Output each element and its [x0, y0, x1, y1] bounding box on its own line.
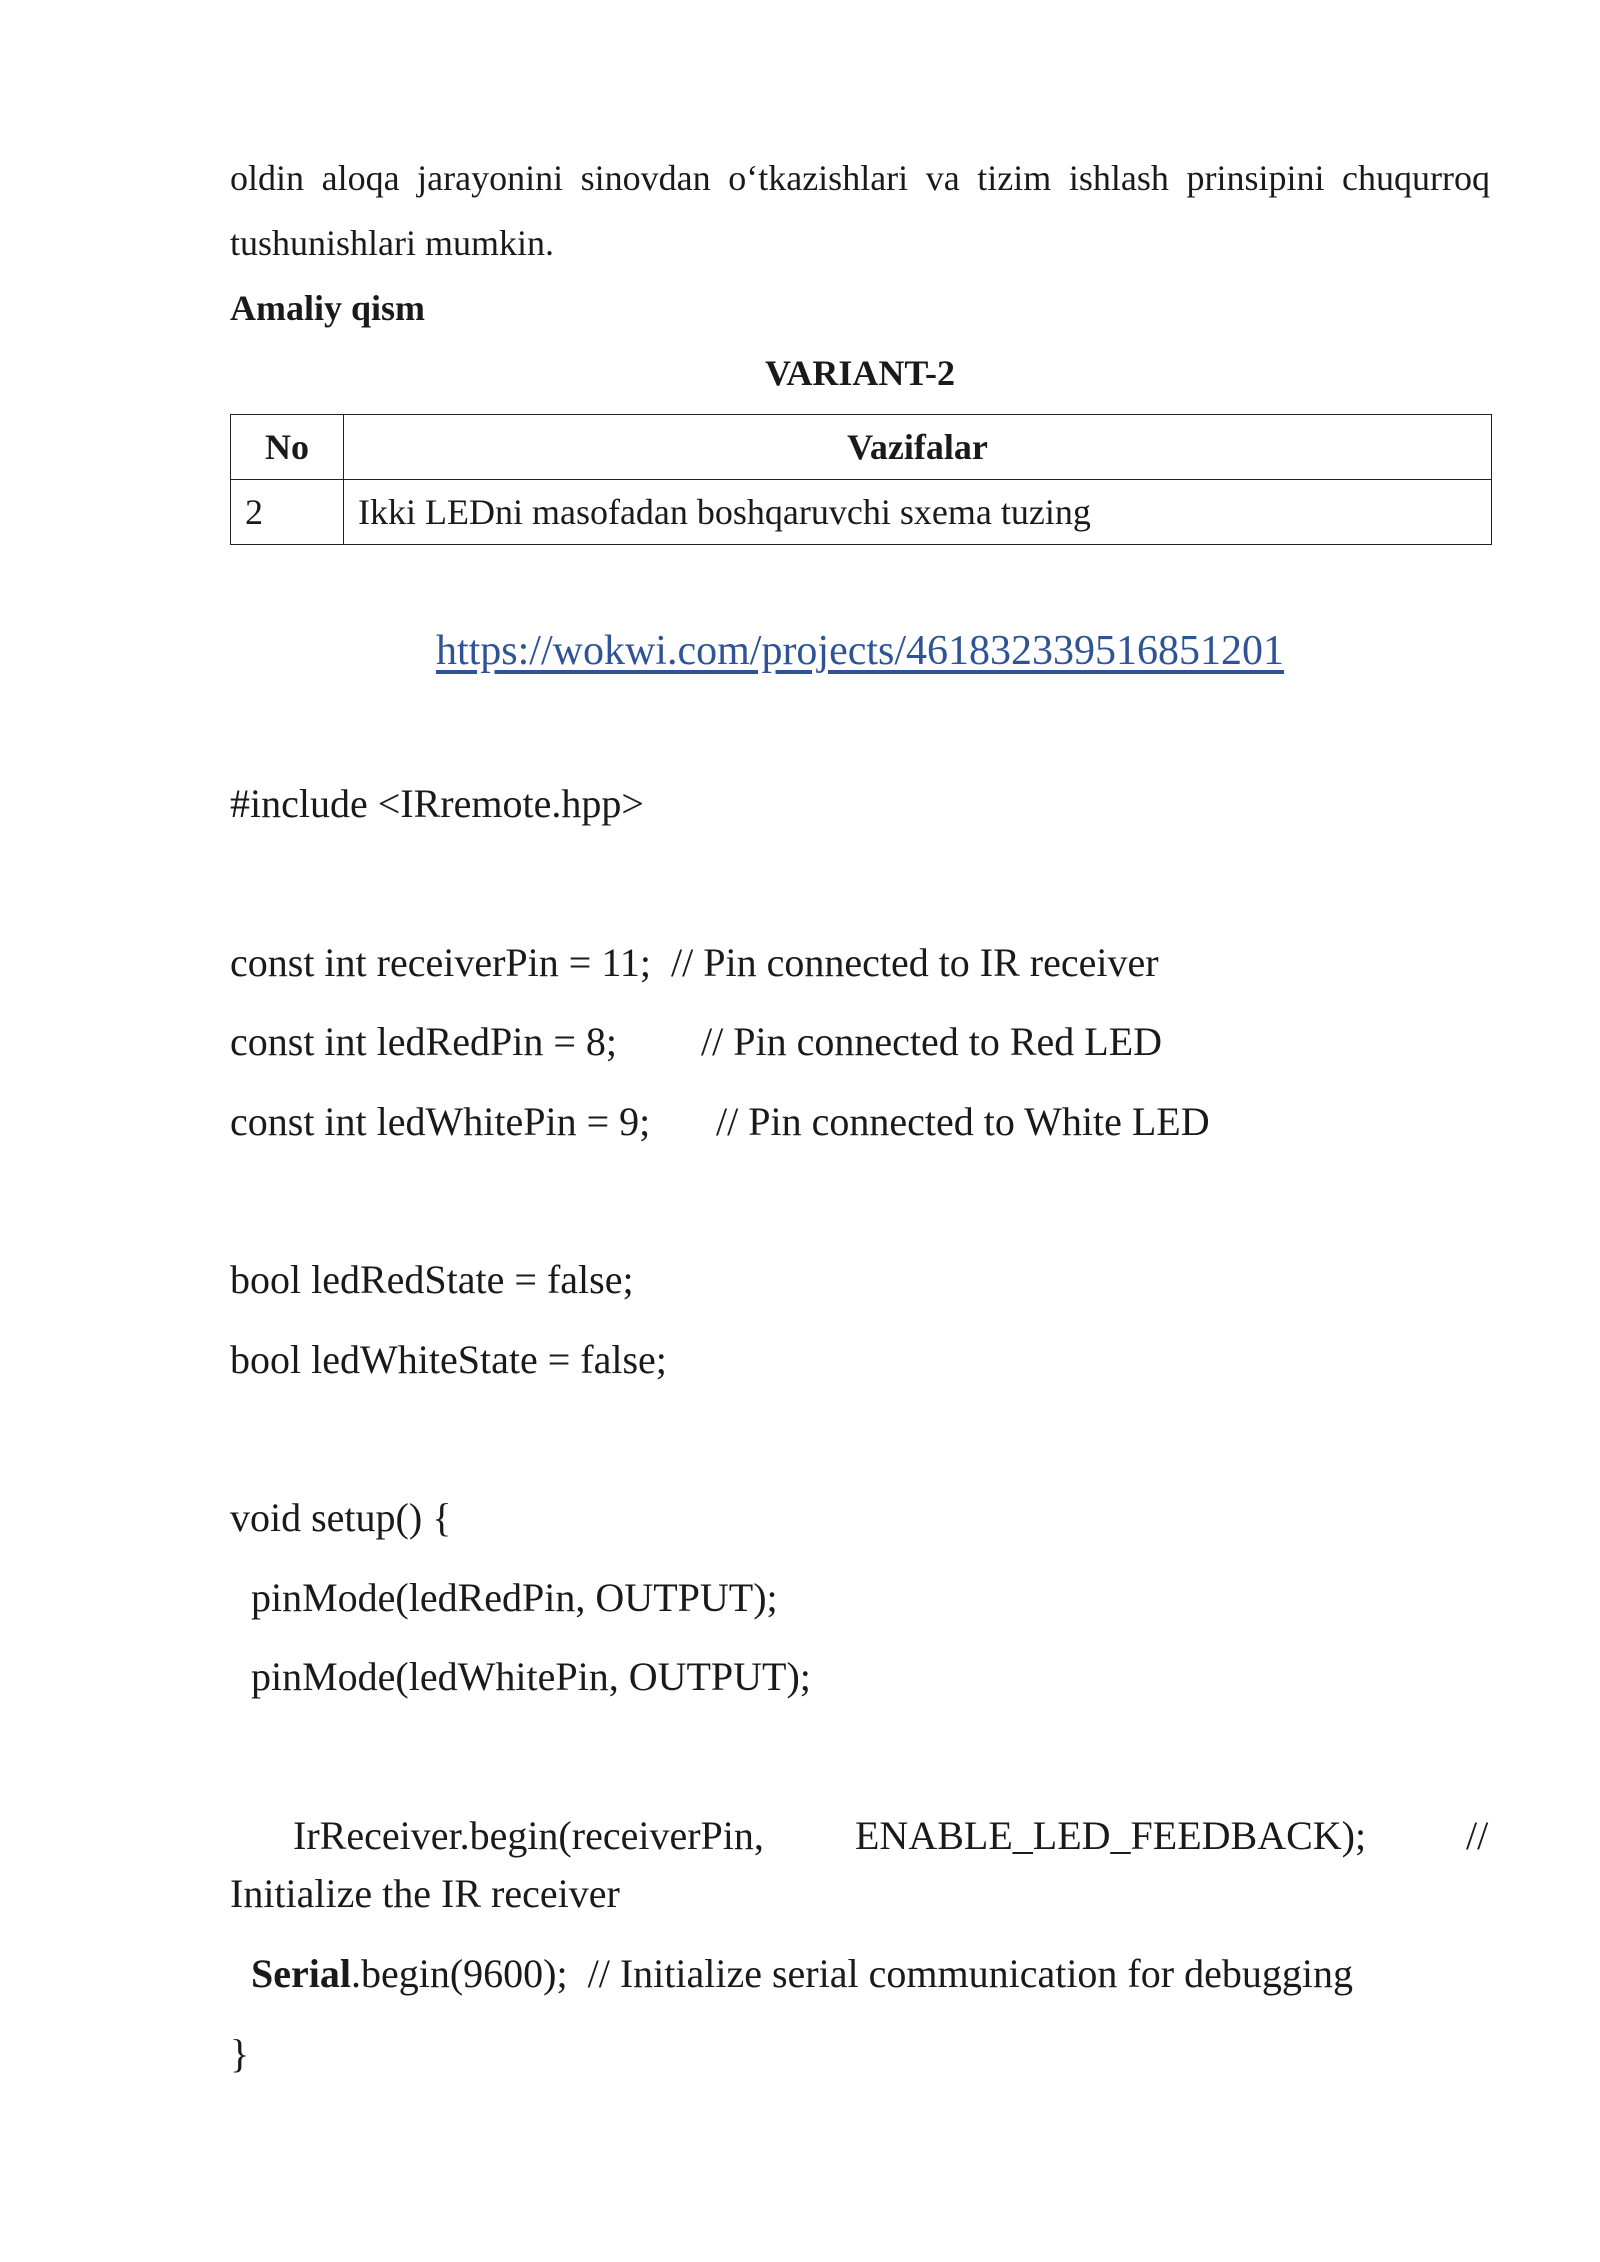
code-setup-open: void setup() {	[230, 1495, 452, 1540]
code-red-state: bool ledRedState = false;	[230, 1257, 634, 1302]
project-link[interactable]: https://wokwi.com/projects/461832339516851201	[435, 628, 1285, 674]
code-ir-comment-slashes: //	[1466, 1813, 1489, 1858]
cell-no: 2	[231, 480, 344, 545]
code-red-pin: const int ledRedPin = 8;	[230, 1019, 617, 1064]
code-serial-rest: .begin(9600); // Initialize serial communication for debugging	[350, 1951, 1353, 1996]
table-row	[231, 480, 1492, 545]
code-white-state: bool ledWhiteState = false;	[230, 1337, 667, 1382]
header-no: No	[231, 415, 344, 480]
code-ir-flag: ENABLE_LED_FEEDBACK);	[855, 1813, 1367, 1858]
code-serial-keyword: Serial	[251, 1951, 351, 1996]
task-table	[230, 414, 1492, 545]
code-serial-line	[251, 1951, 1353, 1996]
code-pinmode-red: pinMode(ledRedPin, OUTPUT);	[251, 1575, 778, 1620]
code-pinmode-white: pinMode(ledWhitePin, OUTPUT);	[251, 1654, 811, 1699]
header-tasks: Vazifalar	[344, 415, 1492, 480]
code-white-pin-comment: // Pin connected to White LED	[716, 1099, 1210, 1144]
table-header-row	[231, 415, 1492, 480]
code-ir-begin: IrReceiver.begin(receiverPin,	[293, 1813, 764, 1858]
intro-line-1: oldin aloqa jarayonini sinovdan o‘tkazishlari va tizim ishlash prinsipini chuqurroq	[230, 158, 1490, 198]
code-ir-comment: Initialize the IR receiver	[230, 1871, 620, 1916]
code-red-pin-comment: // Pin connected to Red LED	[701, 1019, 1163, 1064]
code-include: #include <IRremote.hpp>	[230, 781, 644, 826]
intro-line-2: tushunishlari mumkin.	[230, 223, 554, 263]
code-receiver-pin: const int receiverPin = 11; // Pin connected to IR receiver	[230, 940, 1159, 985]
cell-task: Ikki LEDni masofadan boshqaruvchi sxema tuzing	[344, 480, 1492, 545]
code-white-pin: const int ledWhitePin = 9;	[230, 1099, 651, 1144]
section-title: Amaliy qism	[230, 288, 426, 328]
variant-title: VARIANT-2	[764, 353, 956, 393]
code-setup-close: }	[230, 2031, 250, 2076]
